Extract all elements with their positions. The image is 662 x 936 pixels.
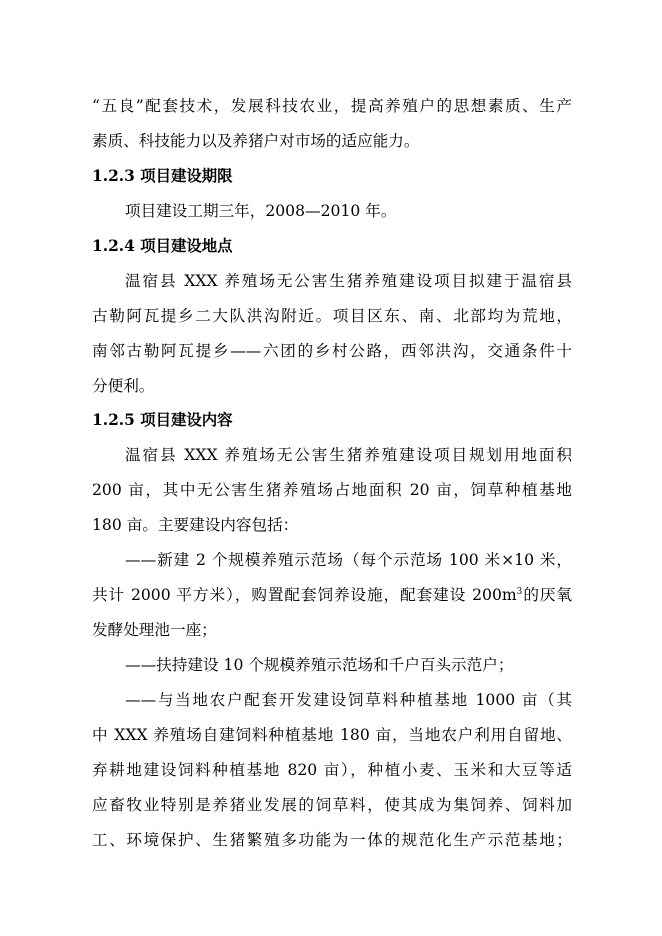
text-line: ——扶持建设 10 个规模养殖示范场和千户百头示范户； — [125, 656, 514, 674]
text-line: 温宿县 XXX 养殖场无公害生猪养殖建设项目拟建于温宿县 — [125, 272, 572, 290]
text-line: 素质、科技能力以及养猪户对市场的适应能力。 — [92, 132, 420, 150]
text-line — [92, 585, 572, 605]
text-line: 南邻古勒阿瓦提乡——六团的乡村公路，西邻洪沟，交通条件十 — [92, 342, 572, 360]
text-line: ——新建 2 个规模养殖示范场（每个示范场 100 米×10 米， — [125, 551, 572, 569]
text-line: 发酵处理池一座； — [92, 621, 217, 639]
section-heading-1-2-4: 1.2.4 项目建设地点 — [92, 237, 233, 255]
section-heading-1-2-3: 1.2.3 项目建设期限 — [92, 167, 233, 185]
text-line: 项目建设工期三年，2008—2010 年。 — [125, 202, 397, 220]
text-line: 分便利。 — [92, 377, 155, 395]
text-line: 180 亩。主要建设内容包括： — [92, 516, 299, 534]
text-line: 中 XXX 养殖场自建饲料种植基地 180 亩，当地农户利用自留地、 — [92, 726, 572, 744]
text-line: ——与当地农户配套开发建设饲草料种植基地 1000 亩（其 — [125, 691, 572, 709]
text-line: “五良”配套技术，发展科技农业，提高养殖户的思想素质、生产 — [92, 97, 572, 115]
text-line: 弃耕地建设饲料种植基地 820 亩），种植小麦、玉米和大豆等适 — [92, 761, 572, 779]
text-line: 温宿县 XXX 养殖场无公害生猪养殖建设项目规划用地面积 — [125, 446, 572, 464]
text-line: 200 亩，其中无公害生猪养殖场占地面积 20 亩，饲草种植基地 — [92, 481, 572, 499]
section-heading-1-2-5: 1.2.5 项目建设内容 — [92, 411, 233, 429]
text-line: 应畜牧业特别是养猪业发展的饲草料，使其成为集饲养、饲料加 — [92, 796, 572, 814]
text-line: 工、环境保护、生猪繁殖多功能为一体的规范化生产示范基地； — [92, 831, 572, 849]
superscript-three: 3 — [516, 586, 523, 597]
text-line: 古勒阿瓦提乡二大队洪沟附近。项目区东、南、北部均为荒地， — [92, 307, 572, 325]
text-segment: 的厌氧 — [522, 586, 572, 604]
text-segment: 共计 2000 平方米），购置配套饲养设施，配套建设 200m — [92, 586, 517, 604]
